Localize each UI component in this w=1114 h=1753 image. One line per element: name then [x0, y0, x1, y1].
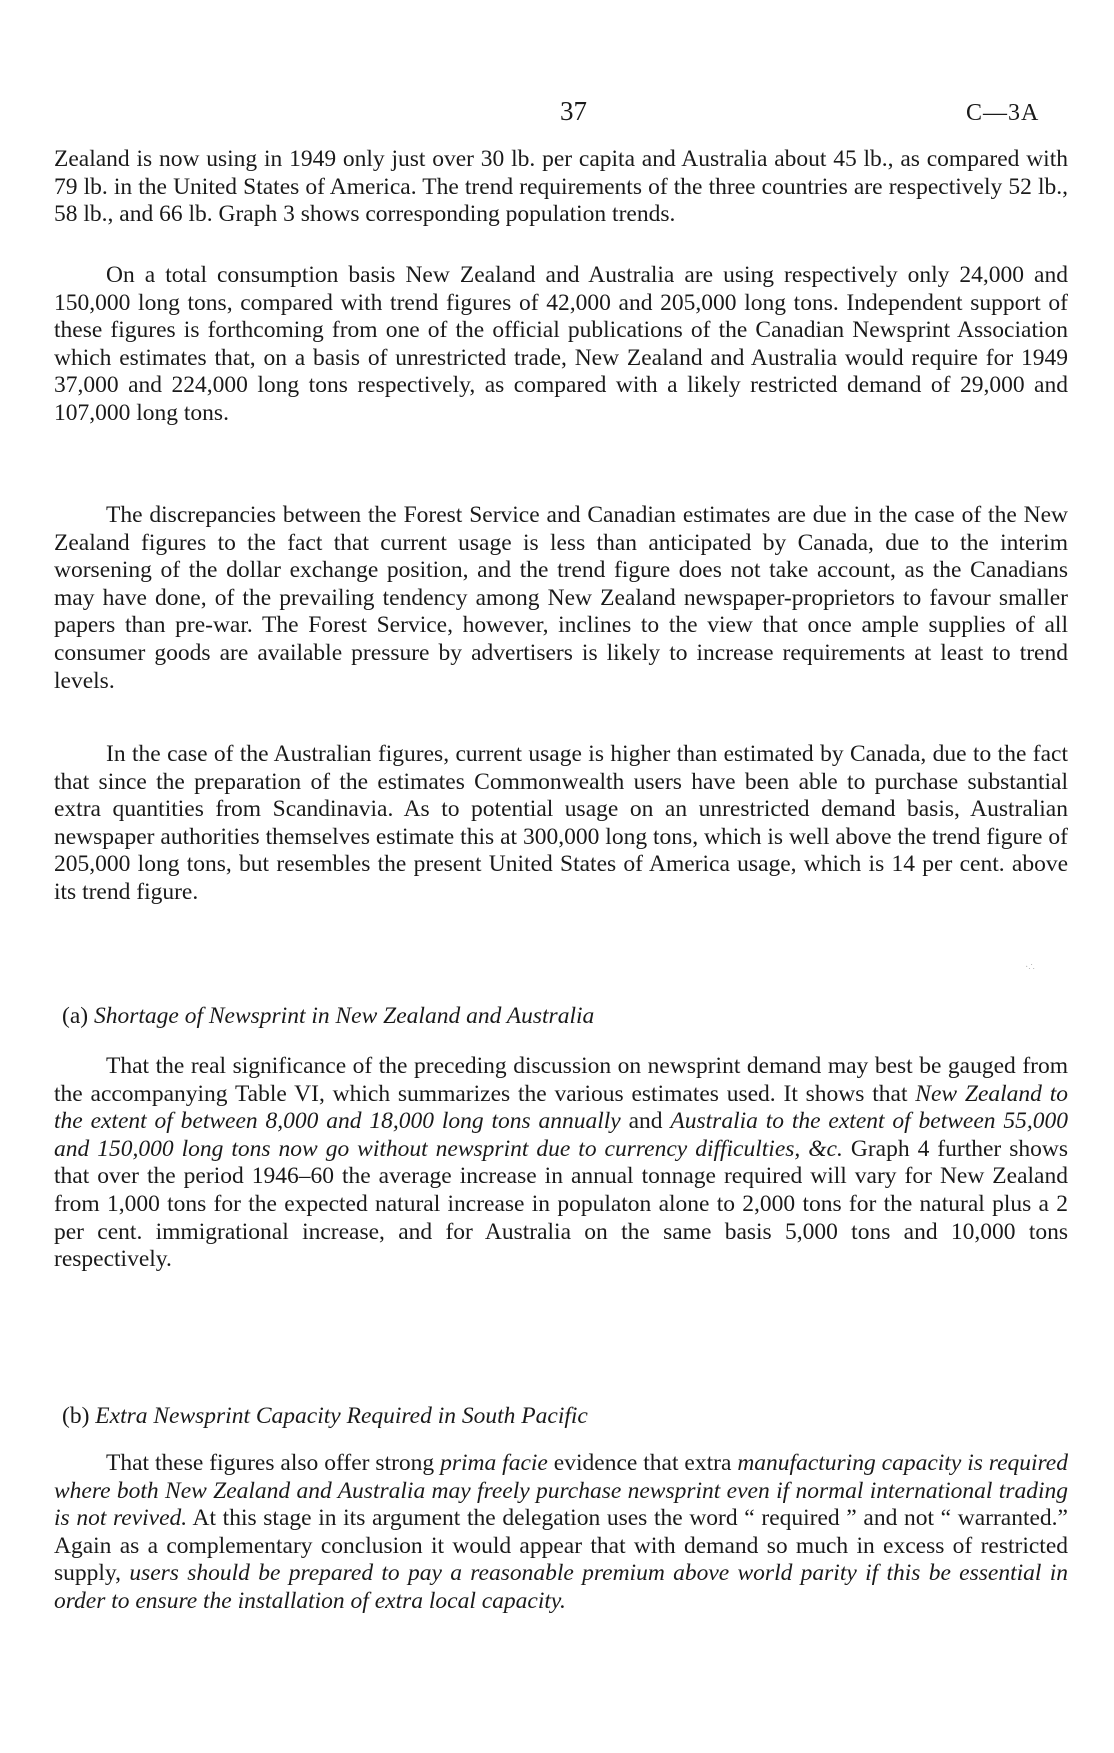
section-b-emphasis-3: users should be prepared to pay a reasonable premium above world parity if this be essential in order to ensure the installation of extra local capacity.: [54, 1560, 1068, 1614]
section-b-paragraph: [54, 1450, 1068, 1616]
paragraph-4: In the case of the Australian figures, current usage is higher than estimated by Canada, due to the fact that since the preparation of the estimates Commonwealth users have been able to purchase substantial extra quantities from Scandinavia. As to potential usage on an unrestricted demand basis, Australian newspaper authorities themselves estimate this at 300,000 long tons, which is well above the trend figure of 205,000 long tons, but resembles the present United States of America usage, which is 14 per cent. above its trend figure.: [54, 741, 1068, 905]
section-b-text-3: At this stage in its argument the delegation uses the word “ required ” and not “ warranted.” Again as a complementary conclusion it would appear that with demand so much in excess of restricted supply,: [54, 1505, 1068, 1587]
section-a-paragraph: [54, 1053, 1068, 1274]
section-b-emphasis-1: prima facie: [440, 1450, 548, 1476]
page-number: 37: [560, 96, 587, 126]
section-a-heading: [62, 1003, 594, 1030]
paragraph-3: The discrepancies between the Forest Service and Canadian estimates are due in the case of the New Zealand figures to the fact that current usage is less than anticipated by Canada, due to the interim worsening of the dollar exchange position, and the trend figure does not take account, as the Canadians may have done, of the prevailing tendency among New Zealand newspaper-proprietors to favour smaller papers than pre-war. The Forest Service, however, inclines to the view that once ample supplies of all consumer goods are available pressure by advertisers is likely to increase requirements at least to trend levels.: [54, 502, 1068, 694]
section-a-text-3: Graph 4 further shows that over the period 1946–60 the average increase in annual tonnage required will vary for New Zealand from 1,000 tons for the expected natural increase in populaton alone to 2,000 tons for the natural plus a 2 per cent. immigrational increase, and for Australia on the same basis 5,000 tons and 10,000 tons respectively.: [54, 1135, 1068, 1273]
section-a-text-2: and: [620, 1108, 671, 1135]
section-a-title: Shortage of Newsprint in New Zealand and Australia: [93, 1003, 595, 1029]
section-b-text-1: That these figures also offer strong: [106, 1450, 441, 1476]
section-b-emphasis-2: manufacturing capacity is required where both New Zealand and Australia may freely purchase newsprint even if normal international trading is not revived.: [54, 1450, 1068, 1532]
section-b-label: (b): [62, 1403, 90, 1429]
section-a-emphasis-2: Australia to the extent of between 55,000 and 150,000 long tons now go without newsprint due to currency difficulties, &c.: [54, 1108, 1068, 1162]
section-a-label: (a): [62, 1003, 89, 1029]
section-b-heading: [62, 1403, 588, 1430]
section-a-text-1: That the real significance of the preceding discussion on newsprint demand may best be gauged from the accompanying Table VI, which summarizes the various estimates used. It shows that: [54, 1053, 1068, 1107]
document-code: C—3A: [966, 100, 1040, 126]
paragraph-1: Zealand is now using in 1949 only just over 30 lb. per capita and Australia about 45 lb., as compared with 79 lb. in the United States of America. The trend requirements of the three countries are respectively 52 lb., 58 lb., and 66 lb. Graph 3 shows corresponding population trends.: [54, 146, 1068, 228]
section-a-emphasis-1: New Zealand to the extent of between 8,000 and 18,000 long tons annually: [54, 1080, 1069, 1135]
section-b-title: Extra Newsprint Capacity Required in South Pacific: [95, 1403, 588, 1429]
section-b-text-2: evidence that extra: [547, 1450, 738, 1476]
scan-artifact: ·∴: [1025, 962, 1035, 973]
paragraph-2: On a total consumption basis New Zealand and Australia are using respectively only 24,000 and 150,000 long tons, compared with trend figures of 42,000 and 205,000 long tons. Independent support of these figures is forthcoming from one of the official publications of the Canadian Newsprint Association which estimates that, on a basis of unrestricted trade, New Zealand and Australia would require for 1949 37,000 and 224,000 long tons respectively, as compared with a likely restricted demand of 29,000 and 107,000 long tons.: [54, 262, 1068, 426]
